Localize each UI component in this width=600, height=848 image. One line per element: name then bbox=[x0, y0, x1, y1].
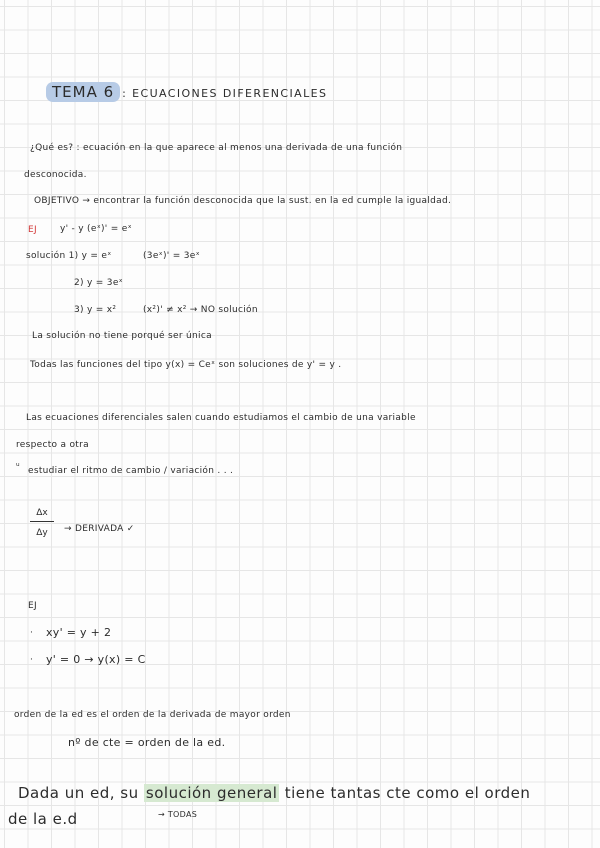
solution-1: solución 1) y = eˣ bbox=[26, 251, 112, 261]
definition-line: ¿Qué es? : ecuación en la que aparece al menos una derivada de una función bbox=[30, 143, 403, 153]
example-equation: y' - y (eˣ)' = eˣ bbox=[60, 224, 132, 234]
solution-3-check: (x²)' ≠ x² → NO solución bbox=[143, 305, 258, 315]
general-solution-text-a: Dada un ed, su bbox=[18, 784, 139, 802]
study-line: estudiar el ritmo de cambio / variación . . . bbox=[28, 466, 234, 476]
derivative-note: → DERIVADA ✓ bbox=[64, 524, 135, 534]
general-solution-line-cont: de la e.d bbox=[8, 810, 78, 828]
fraction bbox=[30, 508, 54, 538]
general-form-line: Todas las funciones del tipo y(x) = Ceˣ son soluciones de y' = y . bbox=[30, 360, 342, 370]
bullet-dot: · bbox=[30, 655, 33, 665]
order-definition: orden de la ed es el orden de la derivada de mayor orden bbox=[14, 710, 291, 720]
general-solution-highlight: solución general bbox=[145, 784, 278, 802]
example-2-label: EJ bbox=[28, 601, 37, 611]
objective-line: OBJETIVO → encontrar la función desconocida que la sust. en la ed cumple la igualdad. bbox=[34, 196, 452, 206]
fraction-denominator: Δy bbox=[36, 528, 48, 538]
fraction-numerator: Δx bbox=[30, 508, 54, 522]
title-highlight: TEMA 6 bbox=[46, 82, 120, 102]
example-2-equation-1: xy' = y + 2 bbox=[46, 626, 112, 639]
page-title bbox=[46, 82, 327, 102]
example-2-equation-2: y' = 0 → y(x) = C bbox=[46, 653, 146, 666]
general-solution-line bbox=[18, 784, 530, 802]
solution-3: 3) y = x² bbox=[74, 305, 117, 315]
solution-2: 2) y = 3eˣ bbox=[74, 278, 123, 288]
origin-line: Las ecuaciones diferenciales salen cuando estudiamos el cambio de una variable bbox=[26, 413, 416, 423]
bullet-dot: · bbox=[30, 628, 33, 638]
bullet-mark: ᵘ bbox=[16, 462, 20, 472]
example-label: EJ bbox=[28, 225, 37, 235]
not-unique-line: La solución no tiene porqué ser única bbox=[32, 331, 212, 341]
constants-rule: nº de cte = orden de la ed. bbox=[68, 736, 226, 749]
all-note: → TODAS bbox=[158, 810, 198, 819]
definition-line-cont: desconocida. bbox=[24, 170, 87, 180]
origin-line-cont: respecto a otra bbox=[16, 440, 89, 450]
title-text: : ECUACIONES DIFERENCIALES bbox=[122, 87, 328, 100]
solution-1-check: (3eˣ)' = 3eˣ bbox=[143, 251, 200, 261]
general-solution-text-b: tiene tantas cte como el orden bbox=[284, 784, 531, 802]
